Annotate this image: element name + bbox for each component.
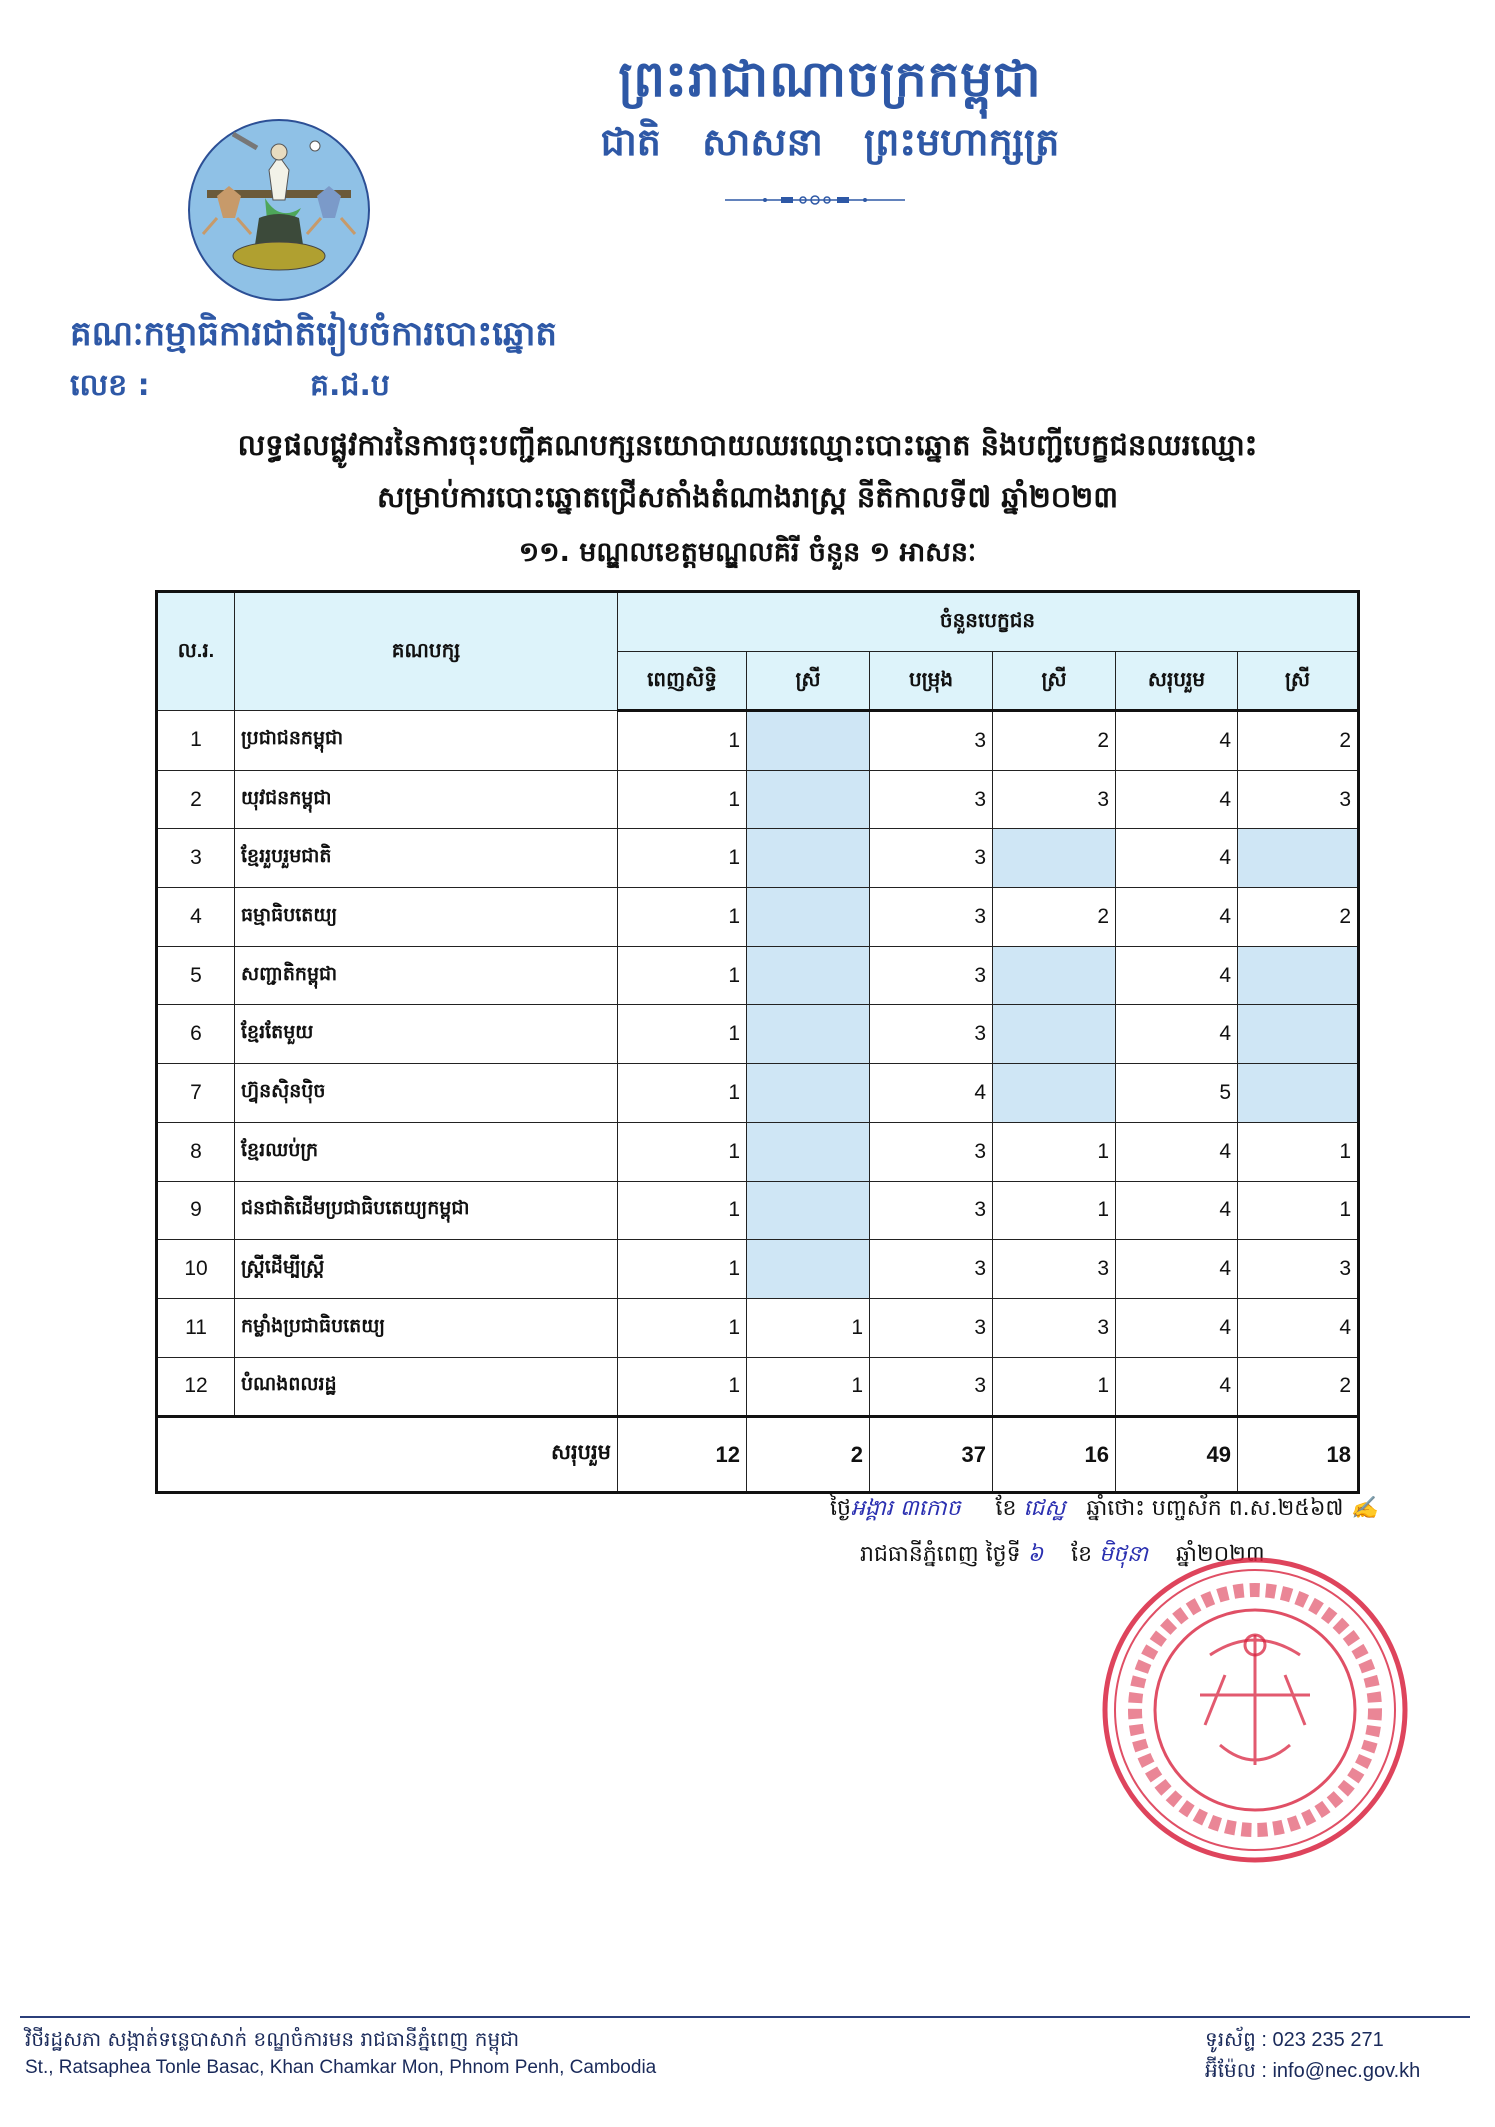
cell-full-members: 1 xyxy=(618,1357,747,1417)
cell-full-female xyxy=(747,1064,870,1123)
total-label: សរុបរួម xyxy=(157,1417,618,1493)
row-number: 9 xyxy=(157,1181,235,1240)
footer-divider xyxy=(20,2016,1470,2018)
cell-full-female: 1 xyxy=(747,1298,870,1357)
cell-total: 4 xyxy=(1116,1122,1238,1181)
header-party: គណបក្ស xyxy=(235,592,618,711)
cell-reserve-female: 3 xyxy=(993,1298,1116,1357)
row-number: 7 xyxy=(157,1064,235,1123)
cell-full-members: 1 xyxy=(618,711,747,771)
cell-total-female: 3 xyxy=(1238,770,1359,829)
email-link[interactable]: info@nec.gov.kh xyxy=(1272,2060,1421,2082)
solar-date-prefix: រាជធានីភ្នំពេញ ថ្ងៃទី xyxy=(860,1542,1021,1567)
header-total: សរុបរួម xyxy=(1116,652,1238,711)
header-candidate-count: ចំនួនបេក្ខជន xyxy=(618,592,1359,652)
lunar-day: អង្គារ ៣កោច xyxy=(850,1496,961,1521)
cell-full-members: 1 xyxy=(618,1181,747,1240)
cell-total-female xyxy=(1238,1005,1359,1064)
header-full-female: ស្រី xyxy=(747,652,870,711)
table-row xyxy=(157,1240,1359,1299)
solar-month-label: ខែ xyxy=(1071,1542,1093,1567)
solar-month: មិថុនា xyxy=(1099,1542,1149,1567)
reference-number-value: គ.ជ.ប xyxy=(310,368,390,403)
cell-full-female xyxy=(747,946,870,1005)
lunar-date-line xyxy=(830,1494,1378,1526)
party-name: ប្រជាជនកម្ពុជា xyxy=(235,711,618,771)
cell-full-members: 1 xyxy=(618,1064,747,1123)
cell-reserve: 4 xyxy=(870,1064,993,1123)
total-reserve: 37 xyxy=(870,1417,993,1493)
cell-reserve: 3 xyxy=(870,770,993,829)
row-number: 11 xyxy=(157,1298,235,1357)
cell-reserve-female: 1 xyxy=(993,1357,1116,1417)
cell-total-female: 1 xyxy=(1238,1122,1359,1181)
table-row xyxy=(157,1064,1359,1123)
cell-total-female: 4 xyxy=(1238,1298,1359,1357)
solar-year: ឆ្នាំ២០២៣ xyxy=(1176,1542,1265,1567)
cell-total: 5 xyxy=(1116,1064,1238,1123)
cell-total-female: 2 xyxy=(1238,711,1359,771)
cell-total: 4 xyxy=(1116,829,1238,888)
total-reserve-female: 16 xyxy=(993,1417,1116,1493)
total-full: 12 xyxy=(618,1417,747,1493)
cell-total-female xyxy=(1238,1064,1359,1123)
cell-full-members: 1 xyxy=(618,829,747,888)
cell-reserve: 3 xyxy=(870,946,993,1005)
candidates-table xyxy=(155,590,1360,1494)
cell-reserve-female: 2 xyxy=(993,888,1116,947)
header-reserve: បម្រុង xyxy=(870,652,993,711)
cell-full-members: 1 xyxy=(618,1122,747,1181)
cell-total: 4 xyxy=(1116,1298,1238,1357)
cell-full-female xyxy=(747,1005,870,1064)
lunar-date-prefix: ថ្ងៃ xyxy=(830,1496,851,1521)
cell-reserve: 3 xyxy=(870,711,993,771)
cell-full-female xyxy=(747,829,870,888)
total-total-female: 18 xyxy=(1238,1417,1359,1493)
header-reserve-female: ស្រី xyxy=(993,652,1116,711)
table-row xyxy=(157,770,1359,829)
cell-reserve-female: 2 xyxy=(993,711,1116,771)
cell-total: 4 xyxy=(1116,946,1238,1005)
cell-full-female xyxy=(747,1181,870,1240)
signature-mark: ✍ xyxy=(1350,1496,1378,1521)
cell-full-female xyxy=(747,888,870,947)
table-total-row xyxy=(157,1417,1359,1493)
party-name: យុវជនកម្ពុជា xyxy=(235,770,618,829)
table-row xyxy=(157,888,1359,947)
kingdom-title: ព្រះរាជាណាចក្រកម្ពុជា xyxy=(618,50,1042,108)
total-full-female: 2 xyxy=(747,1417,870,1493)
cell-total: 4 xyxy=(1116,1005,1238,1064)
cell-total-female: 2 xyxy=(1238,1357,1359,1417)
cell-total: 4 xyxy=(1116,888,1238,947)
cell-reserve: 3 xyxy=(870,1298,993,1357)
solar-day: ៦ xyxy=(1027,1542,1044,1567)
table-row xyxy=(157,1298,1359,1357)
document-title-line-2: សម្រាប់ការបោះឆ្នោតជ្រើសតាំងតំណាងរាស្ត្រ នីតិកាលទី៧ ឆ្នាំ២០២៣ xyxy=(376,480,1119,514)
cell-reserve-female: 1 xyxy=(993,1122,1116,1181)
table-row xyxy=(157,829,1359,888)
table-row xyxy=(157,711,1359,771)
cell-full-female xyxy=(747,1122,870,1181)
party-name: កម្លាំងប្រជាធិបតេយ្យ xyxy=(235,1298,618,1357)
party-name: បំណងពលរដ្ឋ xyxy=(235,1357,618,1417)
cell-full-members: 1 xyxy=(618,1240,747,1299)
party-name: ជនជាតិដើមប្រជាធិបតេយ្យកម្ពុជា xyxy=(235,1181,618,1240)
cell-reserve: 3 xyxy=(870,1122,993,1181)
cell-full-female xyxy=(747,1240,870,1299)
cell-reserve: 3 xyxy=(870,1005,993,1064)
table-row xyxy=(157,1357,1359,1417)
cell-full-members: 1 xyxy=(618,888,747,947)
row-number: 8 xyxy=(157,1122,235,1181)
official-red-seal-icon xyxy=(1090,1545,1420,1875)
email-label: អ៊ីម៉ែល : xyxy=(1205,2060,1267,2082)
cell-reserve: 3 xyxy=(870,1357,993,1417)
cell-reserve-female: 1 xyxy=(993,1181,1116,1240)
party-name: ខ្មែរឈប់ក្រ xyxy=(235,1122,618,1181)
cell-total-female xyxy=(1238,946,1359,1005)
phone-number: 023 235 271 xyxy=(1272,2029,1384,2051)
lunar-year: ឆ្នាំថោះ បញ្ចស័ក ព.ស.២៥៦៧ xyxy=(1086,1496,1344,1521)
row-number: 1 xyxy=(157,711,235,771)
table-row xyxy=(157,1122,1359,1181)
table-row xyxy=(157,1005,1359,1064)
cell-reserve: 3 xyxy=(870,829,993,888)
row-number: 6 xyxy=(157,1005,235,1064)
row-number: 12 xyxy=(157,1357,235,1417)
party-name: ធម្មាធិបតេយ្យ xyxy=(235,888,618,947)
footer-email xyxy=(1205,2057,1420,2087)
party-name: ខ្មែរតែមួយ xyxy=(235,1005,618,1064)
cell-full-members: 1 xyxy=(618,946,747,1005)
table-row xyxy=(157,1181,1359,1240)
cell-total: 4 xyxy=(1116,1240,1238,1299)
cell-full-female xyxy=(747,711,870,771)
constituency-subtitle: ១១. មណ្ឌលខេត្តមណ្ឌលគិរី ចំនួន ១ អាសនៈ xyxy=(518,537,977,568)
cell-reserve-female: 3 xyxy=(993,1240,1116,1299)
reference-number-label: លេខ : xyxy=(70,368,150,403)
footer-phone xyxy=(1205,2026,1384,2056)
cell-full-members: 1 xyxy=(618,770,747,829)
cell-reserve-female xyxy=(993,946,1116,1005)
party-name: ស្ត្រីដើម្បីស្ត្រី xyxy=(235,1240,618,1299)
national-motto: ជាតិ សាសនា ព្រះមហាក្សត្រ xyxy=(600,120,1060,164)
cell-total: 4 xyxy=(1116,770,1238,829)
cell-full-members: 1 xyxy=(618,1005,747,1064)
table-header-row xyxy=(157,592,1359,652)
header-total-female: ស្រី xyxy=(1238,652,1359,711)
row-number: 4 xyxy=(157,888,235,947)
cell-total: 4 xyxy=(1116,1181,1238,1240)
cell-total: 4 xyxy=(1116,1357,1238,1417)
total-total: 49 xyxy=(1116,1417,1238,1493)
lunar-month: ជេស្ឋ xyxy=(1023,1496,1066,1521)
header-no: ល.រ. xyxy=(157,592,235,711)
cell-reserve-female xyxy=(993,1005,1116,1064)
row-number: 3 xyxy=(157,829,235,888)
row-number: 10 xyxy=(157,1240,235,1299)
cell-total: 4 xyxy=(1116,711,1238,771)
cell-total-female: 2 xyxy=(1238,888,1359,947)
cell-total-female: 1 xyxy=(1238,1181,1359,1240)
divider-ornament-icon xyxy=(725,192,905,208)
cell-reserve: 3 xyxy=(870,1181,993,1240)
cell-reserve-female xyxy=(993,1064,1116,1123)
party-name: ហ្វ៊ុនស៊ិនប៉ិច xyxy=(235,1064,618,1123)
cell-full-female xyxy=(747,770,870,829)
party-name: សញ្ជាតិកម្ពុជា xyxy=(235,946,618,1005)
row-number: 2 xyxy=(157,770,235,829)
cell-total-female xyxy=(1238,829,1359,888)
cell-reserve: 3 xyxy=(870,1240,993,1299)
committee-name: គណៈកម្មាធិការជាតិរៀបចំការបោះឆ្នោត xyxy=(70,314,558,354)
candidates-table-wrapper xyxy=(155,590,1357,1494)
cell-full-female: 1 xyxy=(747,1357,870,1417)
cell-reserve: 3 xyxy=(870,888,993,947)
cell-total-female: 3 xyxy=(1238,1240,1359,1299)
header-full-members: ពេញសិទ្ធិ xyxy=(618,652,747,711)
table-row xyxy=(157,946,1359,1005)
lunar-month-label: ខែ xyxy=(995,1496,1017,1521)
footer-address-khmer: វិថីរដ្ឋសភា សង្កាត់ទន្លេបាសាក់ ខណ្ឌចំការមន រាជធានីភ្នំពេញ កម្ពុជា xyxy=(25,2027,520,2051)
footer-address-english: St., Ratsaphea Tonle Basac, Khan Chamkar Mon, Phnom Penh, Cambodia xyxy=(25,2057,657,2078)
document-title-line-1: លទ្ធផលផ្លូវការនៃការចុះបញ្ជីគណបក្សនយោបាយឈរឈ្មោះបោះឆ្នោត និងបញ្ជីបេក្ខជនឈរឈ្មោះ xyxy=(237,428,1258,462)
phone-label: ទូរស័ព្ទ : xyxy=(1205,2029,1267,2051)
party-name: ខ្មែររួបរួមជាតិ xyxy=(235,829,618,888)
row-number: 5 xyxy=(157,946,235,1005)
nec-emblem-icon xyxy=(187,118,371,302)
cell-full-members: 1 xyxy=(618,1298,747,1357)
cell-reserve-female: 3 xyxy=(993,770,1116,829)
cell-reserve-female xyxy=(993,829,1116,888)
